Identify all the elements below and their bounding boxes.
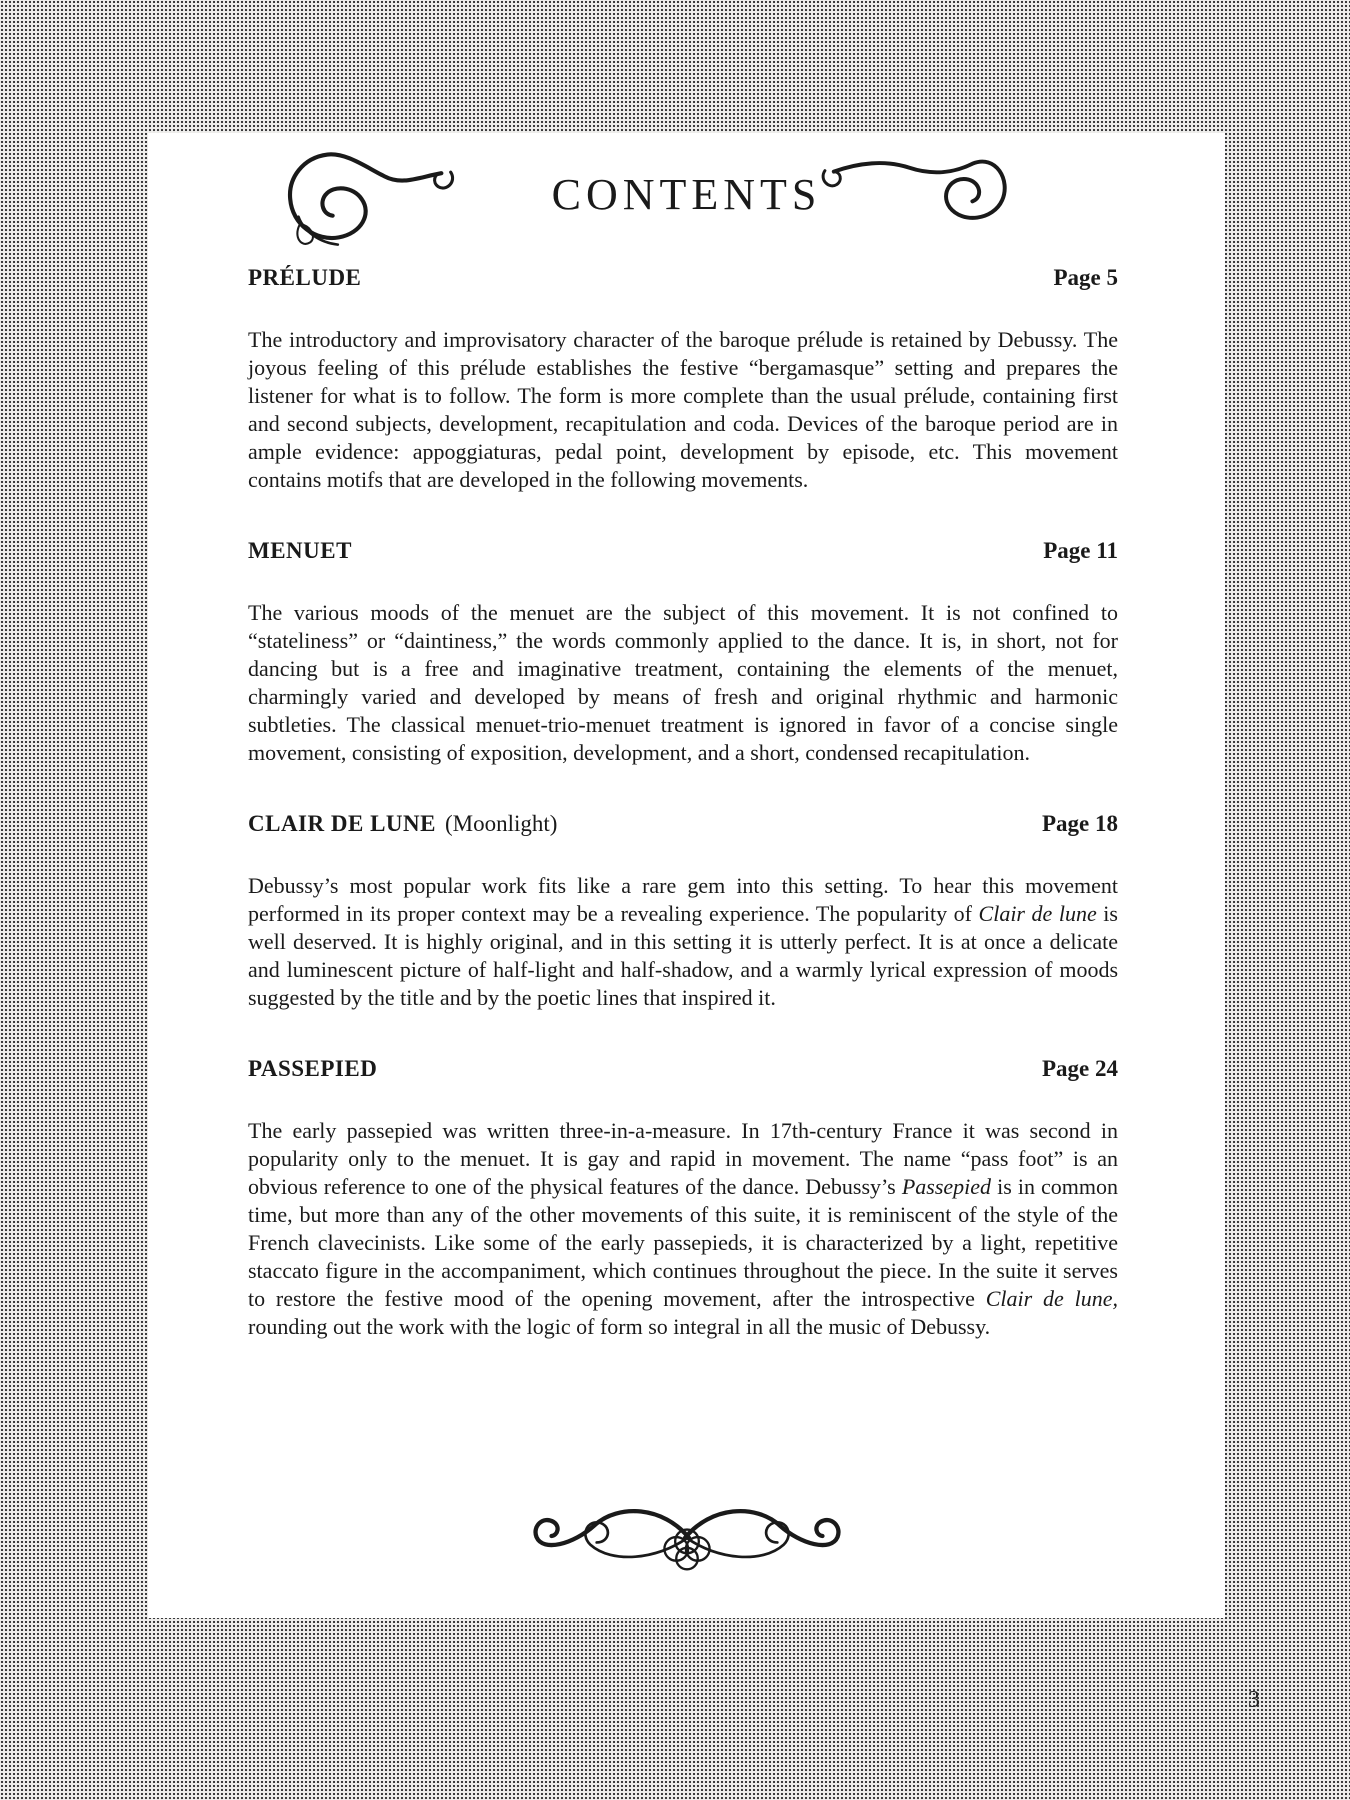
section-title [248,809,557,839]
section-heading-row [248,536,1118,566]
section-page-ref: Page 11 [1043,538,1118,563]
contents-section [248,1054,1118,1341]
piece-name: PASSEPIED [248,1056,378,1081]
section-title [248,263,361,293]
section-description [248,599,1118,767]
contents-section [248,809,1118,1012]
piece-subtitle: (Moonlight) [444,811,558,836]
piece-name: PRÉLUDE [248,265,362,290]
text-run: is well deserved. It is highly original, and in this setting it is utterly perfect. It is at once a delicate and luminescent picture of half-light and half-shadow, and a warmly lyrical expression of moods suggested by the title and by the poetic lines that inspired it. [248,901,1118,1010]
piece-name: MENUET [248,538,352,563]
top-right-flourish-ornament [814,141,1012,229]
section-heading-row [248,1054,1118,1084]
text-run: The introductory and improvisatory character of the baroque prélude is retained by Debussy. The joyous feeling of this prélude establishes the festive “bergamasque” setting and prepares the listener for what is to follow. The form is more complete than the usual prélude, containing first and second subjects, development, recapitulation and coda. Devices of the baroque period are in ample evidence: appoggiaturas, pedal point, development by episode, etc. This movement contains motifs that are developed in the following movements. [248,327,1118,492]
section-title [248,1054,377,1084]
text-run: The early passepied was written three-in-a-measure. In 17th-century France it was second in popularity only to the menuet. It is gay and rapid in movement. The name “pass foot” is an obvious reference to one of the physical features of the dance. Debussy’s [248,1118,1118,1199]
text-run: Clair de lune [978,901,1097,926]
contents-section [248,536,1118,767]
book-page-sheet [148,133,1225,1618]
section-heading-row [248,809,1118,839]
text-run: Debussy’s most popular work fits like a rare gem into this setting. To hear this movement performed in its proper context may be a revealing experience. The popularity of [248,873,1118,926]
contents-list [248,263,1118,1341]
calligraphic-swirl-icon [814,141,1012,229]
contents-title: CONTENTS [551,170,822,219]
section-page-ref: Page 5 [1053,265,1118,290]
section-page-ref: Page 24 [1041,1056,1118,1081]
section-heading-row [248,263,1118,293]
text-run: is in common time, but more than any of the other movements of this suite, it is reminiscent of the style of the French clavecinists. Like some of the early passepieds, it is characterized by a light, repetitive staccato figure in the accompaniment, which continues throughout the piece. In the suite it serves to restore the festive mood of the opening movement, after the introspective [248,1174,1119,1311]
bottom-flourish-ornament [519,1493,855,1579]
text-run: Passepied [901,1174,992,1199]
text-run: rounding out the work with the logic of form so integral in all the music of Debussy. [248,1314,991,1339]
text-run: Clair de lune, [985,1286,1118,1311]
section-page-ref: Page 18 [1041,811,1118,836]
section-description [248,326,1118,494]
piece-name: CLAIR DE LUNE [248,811,436,836]
page-number: 3 [1248,1687,1260,1713]
section-description [248,1117,1118,1341]
contents-section [248,263,1118,494]
calligraphic-divider-icon [519,1493,855,1579]
section-description [248,872,1118,1012]
section-title [248,536,352,566]
text-run: The various moods of the menuet are the subject of this movement. It is not confined to “stateliness” or “daintiness,” the words commonly applied to the dance. It is, in short, not for dancing but is a free and imaginative treatment, containing the elements of the menuet, charmingly varied and developed by means of fresh and original rhythmic and harmonic subtleties. The classical menuet-trio-menuet treatment is ignored in favor of a concise single movement, consisting of exposition, development, and a short, condensed recapitulation. [248,600,1118,765]
